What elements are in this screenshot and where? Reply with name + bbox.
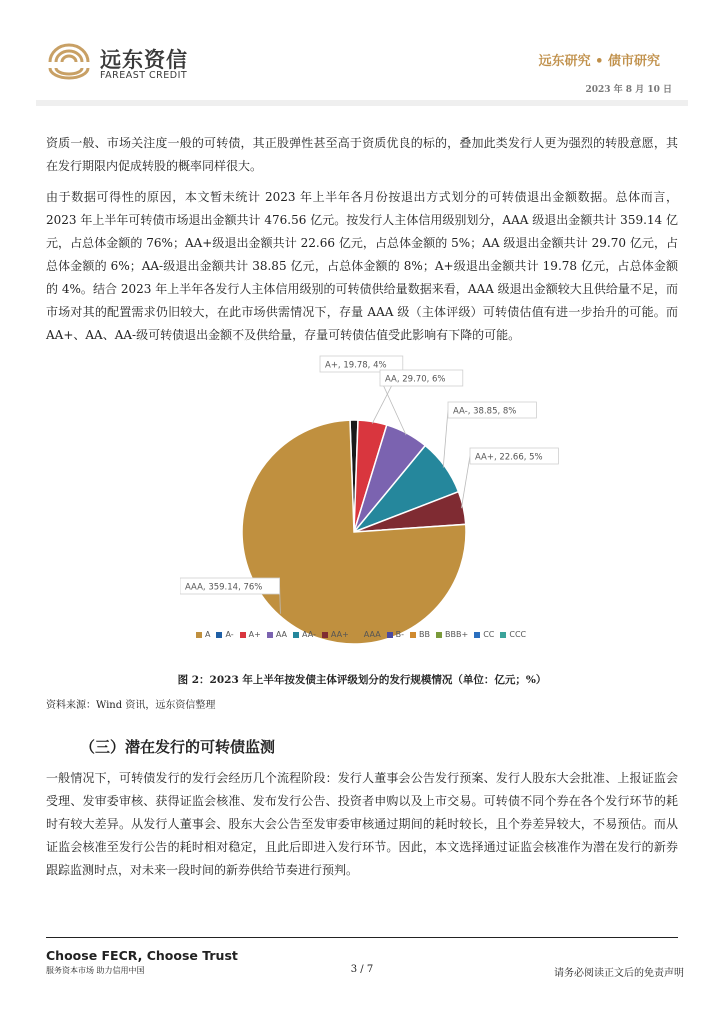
legend-item [410, 630, 430, 639]
legend-label: AA- [302, 630, 316, 639]
paragraph-intro: 资质一般、市场关注度一般的可转债，其正股弹性甚至高于资质优良的标的，叠加此类发行人更为强烈的转股意愿，其在发行期限内促成转股的概率同样很大。 [46, 136, 678, 173]
report-series: 远东研究 • 债市研究 [538, 54, 660, 69]
legend-label: B- [395, 630, 405, 639]
legend-label: AA+ [330, 630, 349, 639]
report-date: 2023 年 8 月 10 日 [585, 85, 672, 95]
paragraph-exit-amount: 由于数据可得性的原因，本文暂未统计 2023 年上半年各月份按退出方式划分的可转债退出金额数据。总体而言，2023 年上半年可转债市场退出金额共计 476.56 亿元。按发行人主体信用级别划分，AAA 级退出金额共计 359.14 亿元，占总体金额的 76%；AA+级退出金额共计 22.66 亿元，占总体金额的 5%；AA 级退出金额共计 29.70 亿元，占总体金额的 6%；AA-级退出金额共计 38.85 亿元，占总体金额的 8%；A+级退出金额共计 19.78 亿元，占总体金额的 4%。结合 2023 年上半年各发行人主体信用级别的可转债供给量数据来看，AAA 级退出金额较大且供给量不足，而市场对其的配置需求仍旧较大，在此市场供需情况下，存量 AAA 级（主体评级）可转债估值有进一步抬升的可能。而 AA+、AA、AA-级可转债退出金额不及供给量，存量可转债估值受此影响有下降的可能。 [46, 190, 678, 342]
figure-source: 资料来源：Wind 资讯，远东资信整理 [46, 700, 216, 711]
footer-slogan: Choose FECR, Choose Trust [46, 948, 238, 963]
legend-label: AA [275, 630, 288, 639]
figure-caption: 图 2：2023 年上半年按发债主体评级划分的发行规模情况（单位：亿元；%） [177, 674, 547, 686]
data-label: AA+, 22.66, 5% [475, 452, 543, 463]
data-label: A+, 19.78, 4% [325, 360, 387, 371]
legend-swatch [410, 632, 416, 638]
legend-label: A [205, 630, 211, 639]
leader-line [443, 410, 448, 468]
chart-legend [196, 630, 532, 639]
legend-item [322, 630, 349, 639]
legend-label: BB [419, 630, 431, 639]
company-name-en: FAREAST CREDIT [100, 70, 188, 81]
data-label: AA, 29.70, 6% [385, 374, 446, 385]
data-label: AAA, 359.14, 76% [185, 582, 263, 593]
legend-item [196, 630, 210, 639]
legend-swatch [267, 632, 273, 638]
footer-divider [46, 937, 678, 938]
company-name-cn: 远东资信 [100, 48, 188, 72]
legend-swatch [436, 632, 442, 638]
section-title: （三）潜在发行的可转债监测 [80, 738, 276, 756]
legend-label: A- [225, 630, 234, 639]
legend-item [240, 630, 261, 639]
legend-item [387, 630, 404, 639]
paragraph-issuance-process: 一般情况下，可转债发行的发行会经历几个流程阶段：发行人董事会公告发行预案、发行人股东大会批准、上报证监会受理、发审委审核、获得证监会核准、发布发行公告、投资者申购以及上市交易。可转债不同个券在各个发行环节的耗时有较大差异。从发行人董事会、股东大会公告至发审委审核通过期间的耗时较长，且个券差异较大，不易预估。而从证监会核准至发行公告的耗时相对稳定，且此后即进入发行环节。因此，本文选择通过证监会核准作为潜在发行的新券跟踪监测时点，对未来一段时间的新券供给节奏进行预判。 [46, 771, 678, 877]
legend-swatch [474, 632, 480, 638]
footer-motto: 服务资本市场 助力信用中国 [46, 966, 145, 975]
data-label: AA-, 38.85, 8% [453, 406, 517, 417]
legend-label: CC [483, 630, 495, 639]
legend-swatch [500, 632, 506, 638]
legend-swatch [240, 632, 246, 638]
legend-swatch [322, 632, 328, 638]
legend-label: A+ [248, 630, 261, 639]
legend-item [267, 630, 287, 639]
legend-item [436, 630, 468, 639]
legend-item [500, 630, 526, 639]
page-number: 3 / 7 [350, 964, 374, 975]
page-header [0, 0, 724, 100]
legend-swatch [293, 632, 299, 638]
leader-line [461, 456, 470, 508]
fareast-credit-logo-icon [46, 40, 92, 80]
legend-label: CCC [509, 630, 527, 639]
footer-disclaimer: 请务必阅读正文后的免责声明 [554, 968, 684, 979]
legend-item [355, 630, 381, 639]
rating-pie-chart [180, 346, 560, 656]
legend-item [293, 630, 316, 639]
legend-label: AAA [363, 630, 381, 639]
legend-swatch [355, 632, 361, 638]
legend-swatch [387, 632, 393, 638]
legend-swatch [196, 632, 202, 638]
legend-item [216, 630, 233, 639]
legend-swatch [216, 632, 222, 638]
legend-item [474, 630, 494, 639]
legend-label: BBB+ [445, 630, 469, 639]
header-divider [36, 100, 688, 106]
